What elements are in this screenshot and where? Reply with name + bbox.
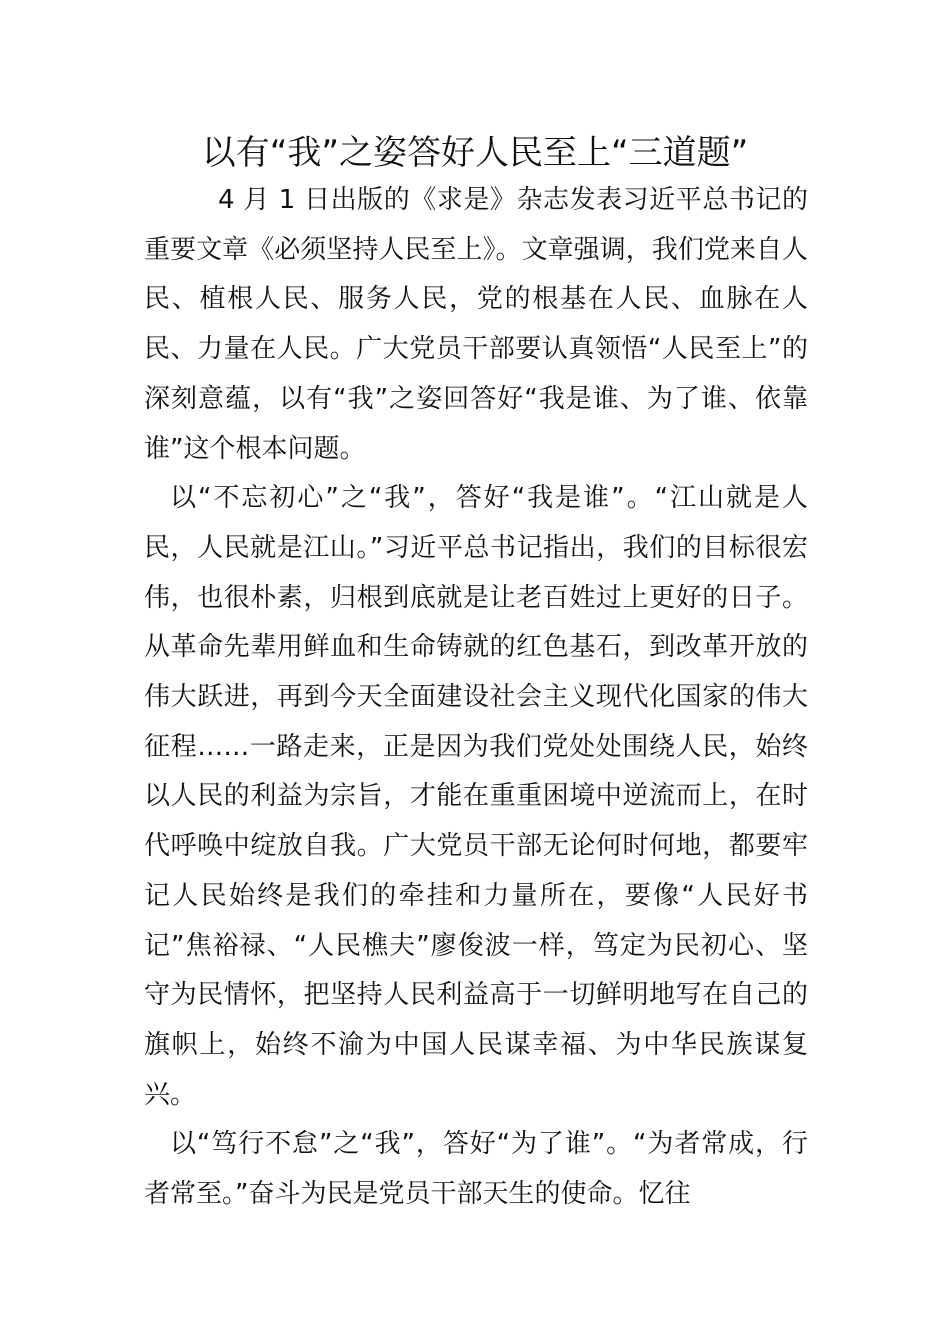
paragraph-intro: 4 月 1 日出版的《求是》杂志发表习近平总书记的重要文章《必须坚持人民至上》。文章强调，我们党来自人民、植根人民、服务人民，党的根基在人民、血脉在人民、力量在人民。广大党员干部要认真领悟“人民至上”的深刻意蕴，以有“我”之姿回答好“我是谁、为了谁、依靠谁”这个根本问题。 [144,185,808,464]
paragraph-who-am-i: 以“不忘初心”之“我”，答好“我是谁”。“江山就是人民，人民就是江山。”习近平总书记指出，我们的目标很宏伟，也很朴素，归根到底就是让老百姓过上更好的日子。从革命先辈用鲜血和生命铸就的红色基石，到改革开放的伟大跃进，再到今天全面建设社会主义现代化国家的伟大征程……一路走来，正是因为我们党处处围绕人民，始终以人民的利益为宗旨，才能在重重困境中逆流而上，在时代呼唤中绽放自我。广大党员干部无论何时何地，都要牢记人民始终是我们的牵挂和力量所在，要像“人民好书记”焦裕禄、“人民樵夫”廖俊波一样，笃定为民初心、坚守为民情怀，把坚持人民利益高于一切鲜明地写在自己的旗帜上，始终不渝为中国人民谋幸福、为中华民族谋复兴。 [144,483,808,1110]
paragraph-for-whom: 以“笃行不怠”之“我”，答好“为了谁”。“为者常成，行者常至。”奋斗为民是党员干部天生的使命。忆往 [144,1129,808,1210]
document-body [144,176,808,1220]
document-title: 以有“我”之姿答好人民至上“三道题” [201,133,749,173]
